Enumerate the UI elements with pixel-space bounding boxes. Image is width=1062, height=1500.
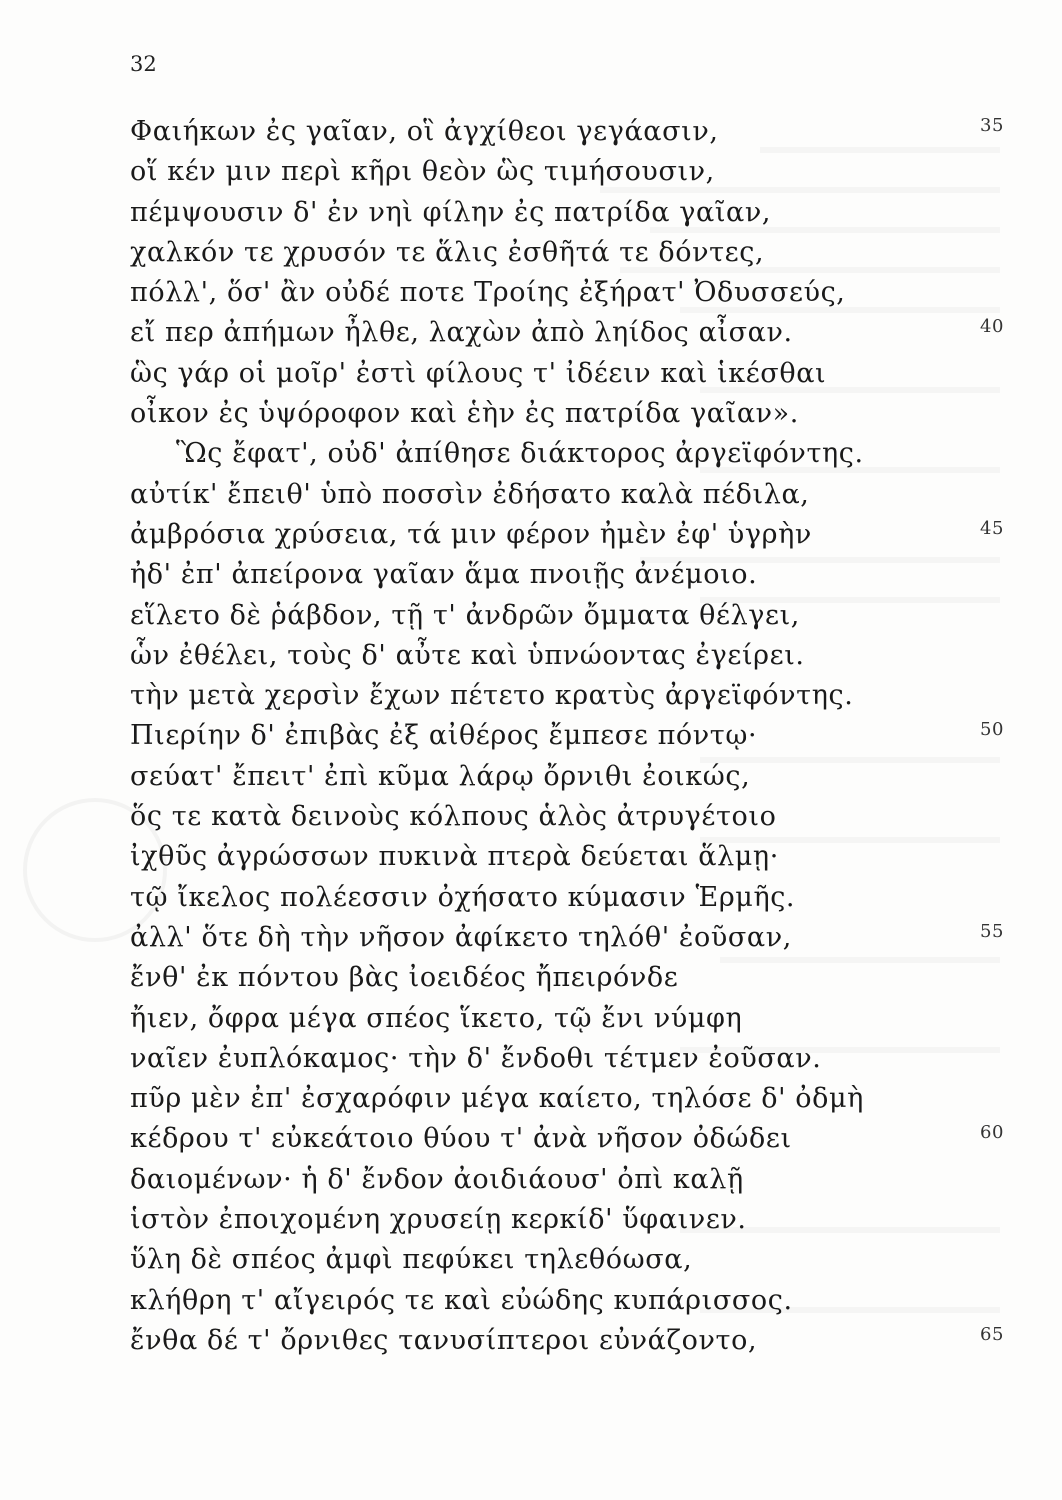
verse-line	[130, 1079, 1010, 1119]
verse-line	[130, 636, 1010, 676]
verse-line-text: ἔνθα δέ τ' ὄρνιθες τανυσίπτεροι εὐνάζοντο,	[130, 1324, 758, 1356]
line-number: 35	[980, 115, 1005, 136]
verse-line	[130, 1039, 1010, 1079]
verse-line	[130, 1160, 1010, 1200]
verse-line-text: Φαιήκων ἐς γαῖαν, οἳ ἀγχίθεοι γεγάασιν,	[130, 116, 719, 147]
line-number: 60	[980, 1122, 1005, 1144]
verse-line	[130, 193, 1010, 233]
page-number: 32	[130, 52, 157, 76]
verse-line-text: κέδρου τ' εὐκεάτοιο θύου τ' ἀνὰ νῆσον ὀδώδει	[130, 1123, 792, 1155]
verse-line-text: ναῖεν ἐυπλόκαμος· τὴν δ' ἔνδοθι τέτμεν ἐοῦσαν.	[130, 1042, 822, 1074]
verse-line	[130, 918, 1010, 958]
verse-line-text: ἔνθ' ἐκ πόντου βὰς ἰοειδέος ἤπειρόνδε	[130, 962, 679, 994]
verse-line-text: τῷ ἴκελος πολέεσσιν ὀχήσατο κύμασιν Ἑρμῆς.	[130, 881, 796, 913]
line-number: 40	[980, 316, 1005, 338]
verse-line	[130, 1119, 1010, 1159]
verse-line	[130, 958, 1010, 998]
verse-line-text: ὕλη δὲ σπέος ἀμφὶ πεφύκει τηλεθόωσα,	[130, 1244, 693, 1276]
verse-line-text: εἵλετο δὲ ῥάβδον, τῇ τ' ἀνδρῶν ὄμματα θέλγει,	[130, 599, 800, 631]
verse-line-text: ἀλλ' ὅτε δὴ τὴν νῆσον ἀφίκετο τηλόθ' ἐοῦσαν,	[130, 921, 792, 953]
verse-line-text: ὅς τε κατὰ δεινοὺς κόλπους ἁλὸς ἀτρυγέτοιο	[130, 801, 777, 833]
verse-line	[130, 515, 1010, 555]
verse-line-text: πῦρ μὲν ἐπ' ἐσχαρόφιν μέγα καίετο, τηλόσε δ' ὀδμὴ	[130, 1083, 864, 1115]
verse-line	[130, 434, 1010, 474]
verse-line	[130, 878, 1010, 918]
verse-line-text: ὧν ἐθέλει, τοὺς δ' αὖτε καὶ ὑπνώοντας ἐγείρει.	[130, 639, 805, 671]
line-number: 45	[980, 517, 1005, 539]
verse-line-text: ἀμβρόσια χρύσεια, τά μιν φέρον ἠμὲν ἐφ' ὑγρὴν	[130, 518, 812, 550]
verse-line-text: χαλκόν τε χρυσόν τε ἅλις ἐσθῆτά τε δόντες,	[130, 236, 765, 268]
verse-line-text: οἵ κέν μιν περὶ κῆρι θεὸν ὣς τιμήσουσιν,	[130, 156, 715, 188]
verse-line	[130, 596, 1010, 636]
verse-line-text: εἴ περ ἀπήμων ἦλθε, λαχὼν ἀπὸ ληίδος αἶσαν.	[130, 317, 793, 349]
verse-block	[130, 112, 1010, 1361]
verse-line	[130, 394, 1010, 434]
verse-line-text: ἰχθῦς ἀγρώσσων πυκινὰ πτερὰ δεύεται ἅλμῃ·	[130, 841, 779, 873]
verse-line-text: κλήθρη τ' αἴγειρός τε καὶ εὐώδης κυπάρισσος.	[130, 1284, 793, 1316]
verse-line-text: ἠδ' ἐπ' ἀπείρονα γαῖαν ἅμα πνοιῇς ἀνέμοιο.	[130, 559, 758, 591]
verse-line-text: τὴν μετὰ χερσὶν ἔχων πέτετο κρατὺς ἀργεϊφόντης.	[130, 680, 854, 712]
verse-line	[130, 233, 1010, 273]
verse-line	[130, 999, 1010, 1039]
verse-line	[130, 475, 1010, 515]
verse-line	[130, 1281, 1010, 1321]
verse-line	[130, 112, 1010, 152]
verse-line	[130, 313, 1010, 353]
verse-line	[130, 273, 1010, 313]
verse-line-text: ἱστὸν ἐποιχομένη χρυσείῃ κερκίδ' ὕφαινεν.	[130, 1204, 747, 1236]
verse-line	[130, 837, 1010, 877]
verse-line-text: Πιερίην δ' ἐπιβὰς ἐξ αἰθέρος ἔμπεσε πόντῳ·	[130, 720, 758, 752]
verse-line-text: οἶκον ἐς ὑψόροφον καὶ ἑὴν ἐς πατρίδα γαῖαν».	[130, 398, 799, 430]
verse-line	[130, 152, 1010, 192]
verse-line	[130, 797, 1010, 837]
verse-line-text: δαιομένων· ἡ δ' ἔνδον ἀοιδιάουσ' ὀπὶ καλῇ	[130, 1163, 744, 1195]
verse-line	[130, 1240, 1010, 1280]
verse-line	[130, 354, 1010, 394]
line-number: 55	[980, 920, 1005, 942]
verse-line	[130, 716, 1010, 756]
verse-line-text: σεύατ' ἔπειτ' ἐπὶ κῦμα λάρῳ ὄρνιθι ἐοικώς,	[130, 760, 751, 792]
verse-line-text: ὣς γάρ οἱ μοῖρ' ἐστὶ φίλους τ' ἰδέειν καὶ ἱκέσθαι	[130, 357, 827, 389]
verse-line	[130, 555, 1010, 595]
line-number: 50	[980, 719, 1005, 741]
verse-line-text: πέμψουσιν δ' ἐν νηὶ φίλην ἐς πατρίδα γαῖαν,	[130, 196, 772, 228]
line-number: 65	[980, 1323, 1005, 1345]
verse-line	[130, 1321, 1010, 1361]
verse-line-text: πόλλ', ὅσ' ἂν οὐδέ ποτε Τροίης ἐξήρατ' Ὀδυσσεύς,	[130, 277, 846, 309]
verse-line-text: ἤιεν, ὄφρα μέγα σπέος ἵκετο, τῷ ἔνι νύμφη	[130, 1002, 743, 1034]
verse-line	[130, 1200, 1010, 1240]
verse-line-text: αὐτίκ' ἔπειθ' ὑπὸ ποσσὶν ἐδήσατο καλὰ πέδιλα,	[130, 478, 810, 510]
verse-line-text: Ὣς ἔφατ', οὐδ' ἀπίθησε διάκτορος ἀργεϊφόντης.	[176, 438, 864, 470]
verse-line	[130, 676, 1010, 716]
verse-line	[130, 757, 1010, 797]
